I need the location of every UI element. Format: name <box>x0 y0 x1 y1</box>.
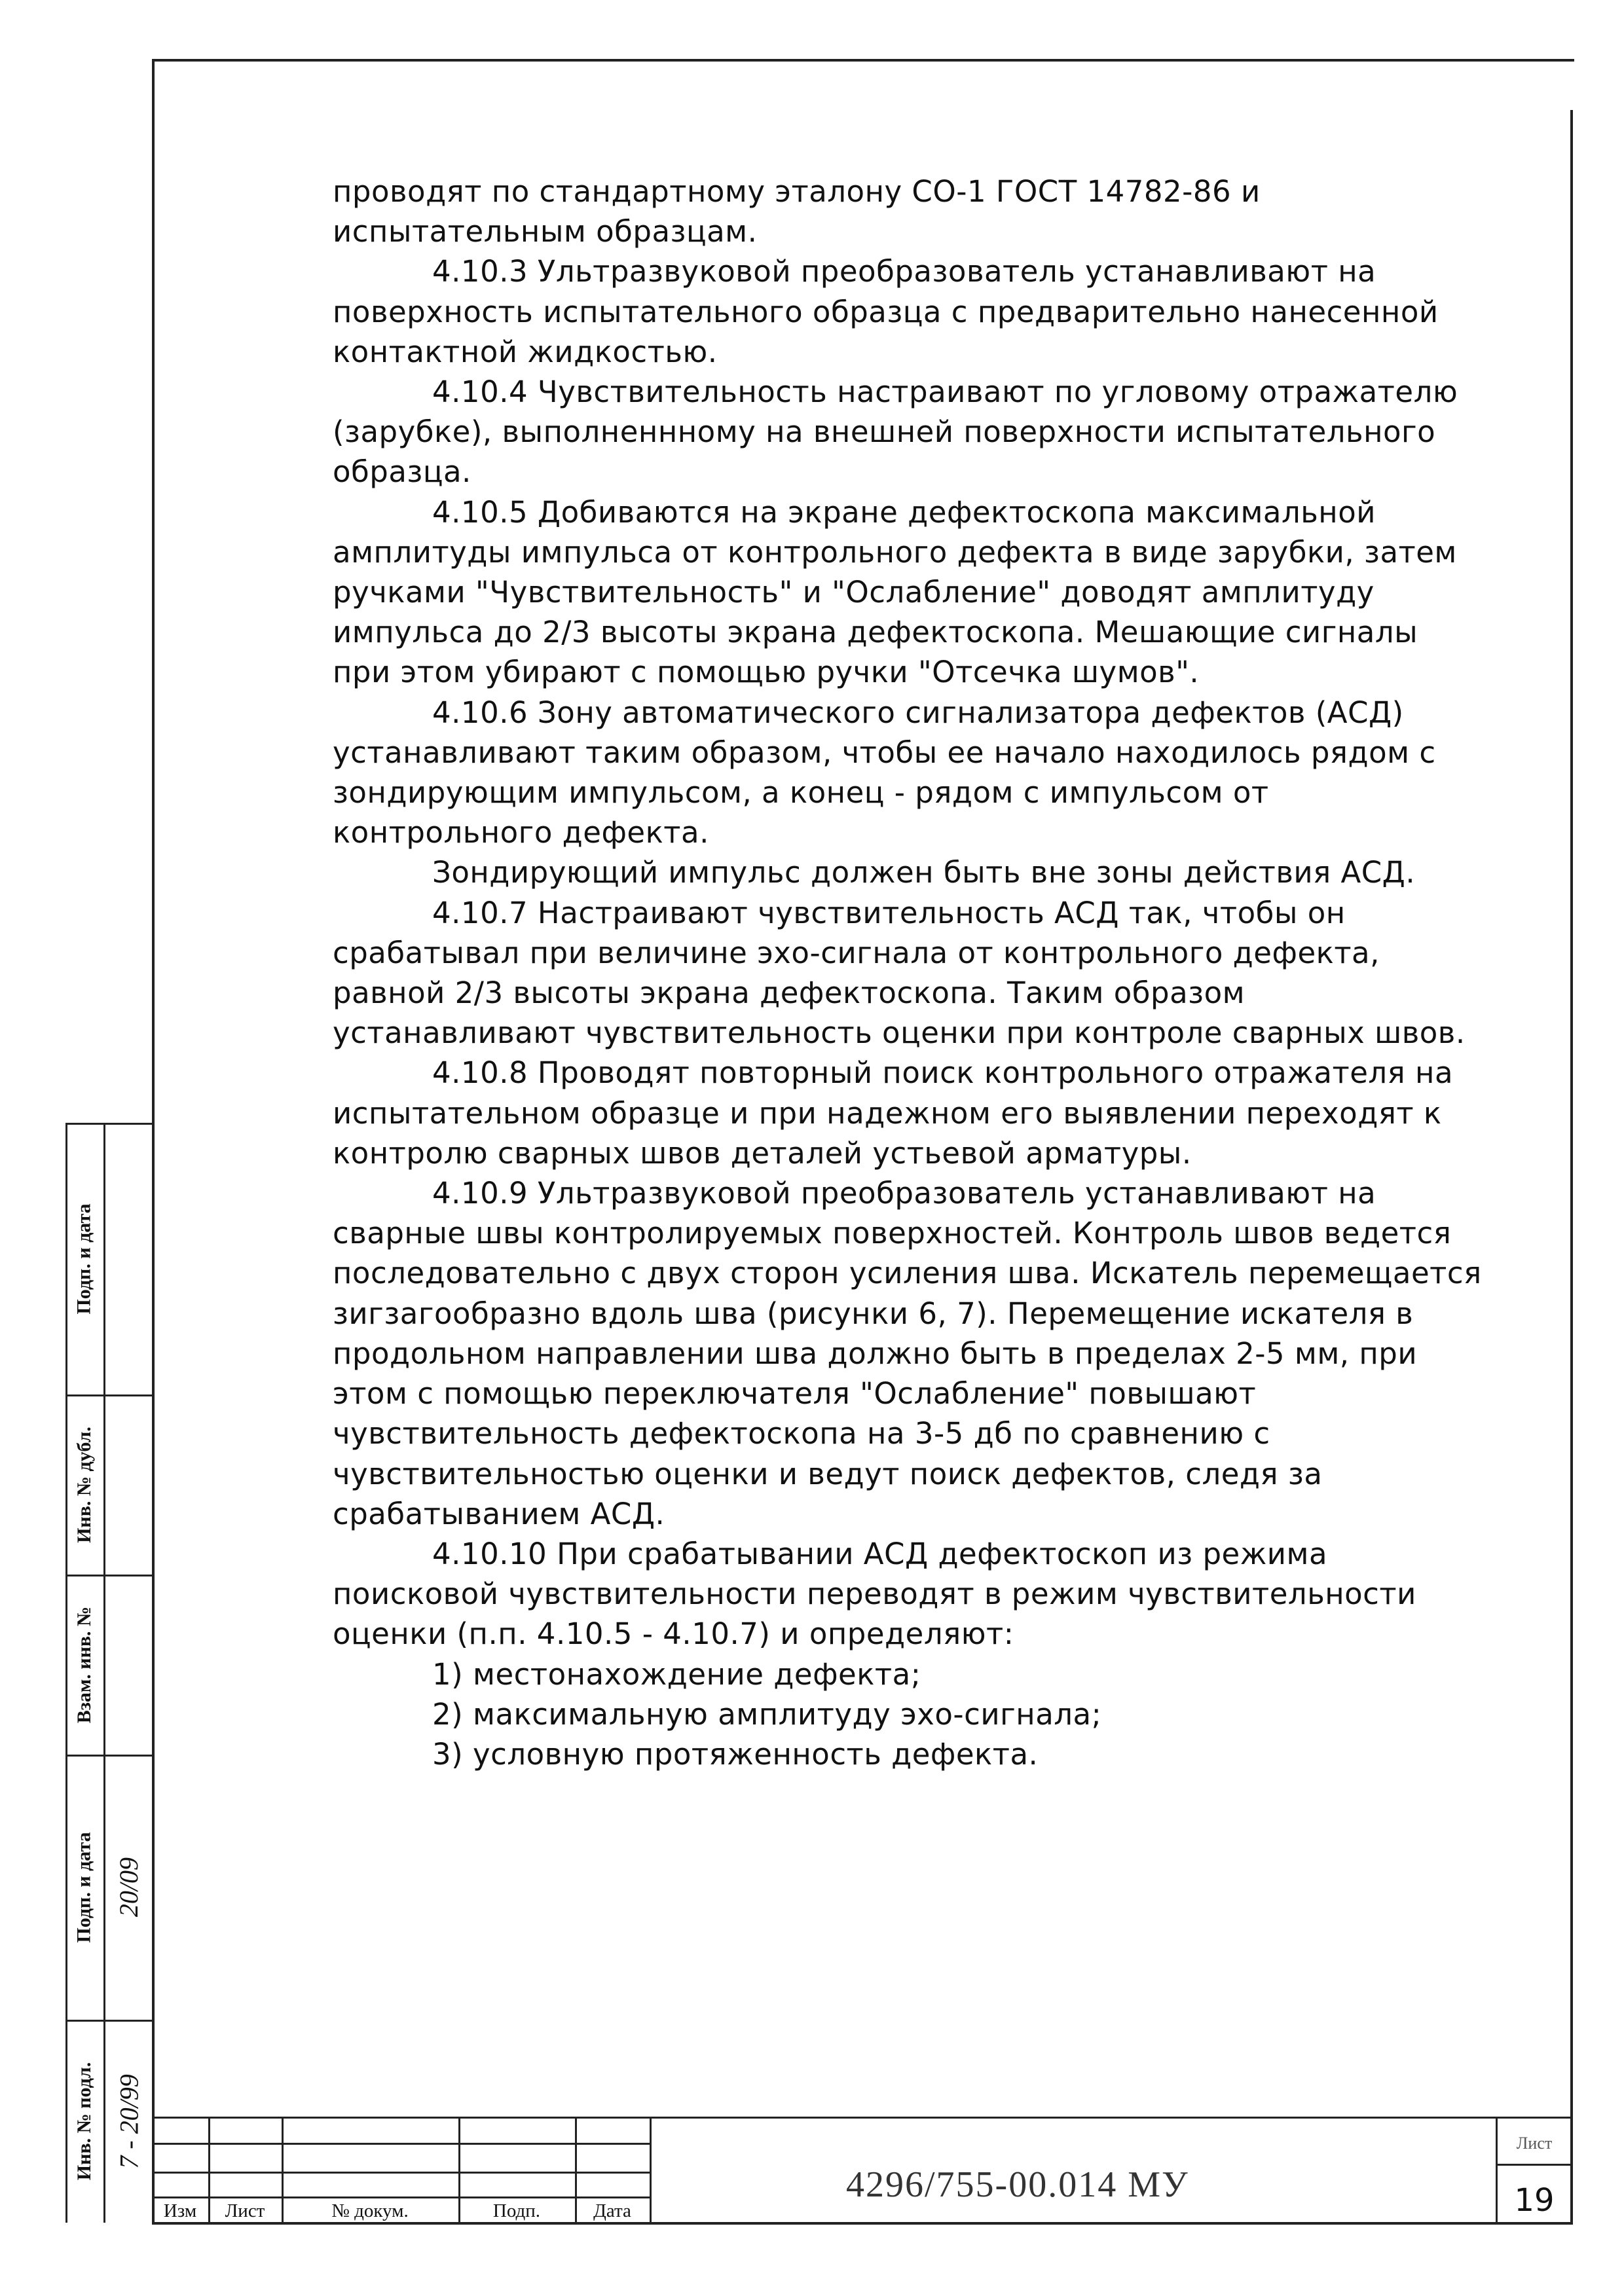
handwritten-signature-date: 20/09 <box>114 1857 144 1918</box>
frame-right-border <box>1570 110 1573 2222</box>
handwritten-inventory-number: 7 - 20/99 <box>114 2073 144 2169</box>
tb-col-change: Изм <box>163 2200 197 2221</box>
tb-line <box>152 2117 1573 2119</box>
tb-line <box>650 2117 652 2225</box>
list-item: 1) местонахождение дефекта; <box>432 1656 921 1692</box>
stamp-label-sign-date: Подп. и дата <box>73 1203 95 1315</box>
paragraph: 4.10.8 Проводят повторный поиск контрольного отражателя на испытательном образце и при надежном его выявлении переходят к контролю сварных швов деталей устьевой арматуры. <box>333 1055 1454 1171</box>
tb-col-sheet: Лист <box>225 2200 265 2221</box>
list-item: 3) условную протяженность дефекта. <box>432 1736 1039 1772</box>
document-body <box>333 172 1485 1774</box>
tb-col-signature: Подп. <box>492 2200 541 2221</box>
paragraph: проводят по стандартному эталону СО-1 ГОСТ 14782-86 и испытательным образцам. <box>333 174 1261 249</box>
stamp-label-orig-inv: Инв. № подл. <box>73 2062 95 2181</box>
stamp-label-sign-date-2: Подп. и дата <box>73 1831 95 1943</box>
left-stamp-block <box>65 1123 155 2223</box>
stamp-label-dup-inv: Инв. № дубл. <box>73 1426 95 1543</box>
tb-col-date: Дата <box>593 2200 631 2221</box>
tb-col-doc-number: № докум. <box>331 2200 409 2221</box>
paragraph: 4.10.10 При срабатывании АСД дефектоскоп из режима поисковой чувствительности переводят в режим чувствительности оценки (п.п. 4.10.5 - 4.10.7) и определяют: <box>333 1536 1416 1652</box>
paragraph: 4.10.5 Добиваются на экране дефектоскопа максимальной амплитуды импульса от контрольного дефекта в виде зарубки, затем ручками "Чувствительность" и "Ослабление" доводят амплитуду импульса до 2/3 высоты экрана дефектоскопа. Мешающие сигналы при этом убирают с помощью ручки "Отсечка шумов". <box>333 494 1457 690</box>
document-code: 4296/755-00.014 МУ <box>846 2164 1189 2205</box>
paragraph: Зондирующий импульс должен быть вне зоны действия АСД. <box>432 855 1416 890</box>
paragraph: 4.10.9 Ультразвуковой преобразователь устанавливают на сварные швы контролируемых поверхностей. Контроль швов ведется последовательно с двух сторон усиления шва. Искатель перемещается зигзагообразно вдоль шва (рисунки 6, 7). Перемещение искателя в продольном направлении шва должно быть в пределах 2-5 мм, при этом с помощью переключателя "Ослабление" повышают чувствительность дефектоскопа на 3-5 дб по сравнению с чувствительностью оценки и ведут поиск дефектов, следя за срабатыванием АСД. <box>333 1176 1482 1531</box>
tb-line <box>1496 2164 1573 2166</box>
paragraph: 4.10.6 Зону автоматического сигнализатора дефектов (АСД) устанавливают таким образом, чтобы ее начало находилось рядом с зондирующим импульсом, а конец - рядом с импульсом от контрольного дефекта. <box>333 695 1436 850</box>
paragraph: 4.10.3 Ультразвуковой преобразователь устанавливают на поверхность испытательного образца с предварительно нанесенной контактной жидкостью. <box>333 254 1439 369</box>
paragraph: 4.10.7 Настраивают чувствительность АСД так, чтобы он срабатывал при величине эхо-сигнала от контрольного дефекта, равной 2/3 высоты экрана дефектоскопа. Таким образом устанавливают чувствительность оценки при контроле сварных швов. <box>333 895 1466 1051</box>
frame-top-border <box>152 59 1574 62</box>
title-block <box>152 2117 1573 2225</box>
page-number: 19 <box>1514 2182 1555 2219</box>
list-item: 2) максимальную амплитуду эхо-сигнала; <box>432 1696 1102 1732</box>
paragraph: 4.10.4 Чувствительность настраивают по угловому отражателю (зарубке), выполненнному на внешней поверхности испытательного образца. <box>333 374 1458 490</box>
sheet-label: Лист <box>1516 2134 1553 2153</box>
stamp-label-replace-inv: Взам. инв. № <box>73 1606 96 1723</box>
